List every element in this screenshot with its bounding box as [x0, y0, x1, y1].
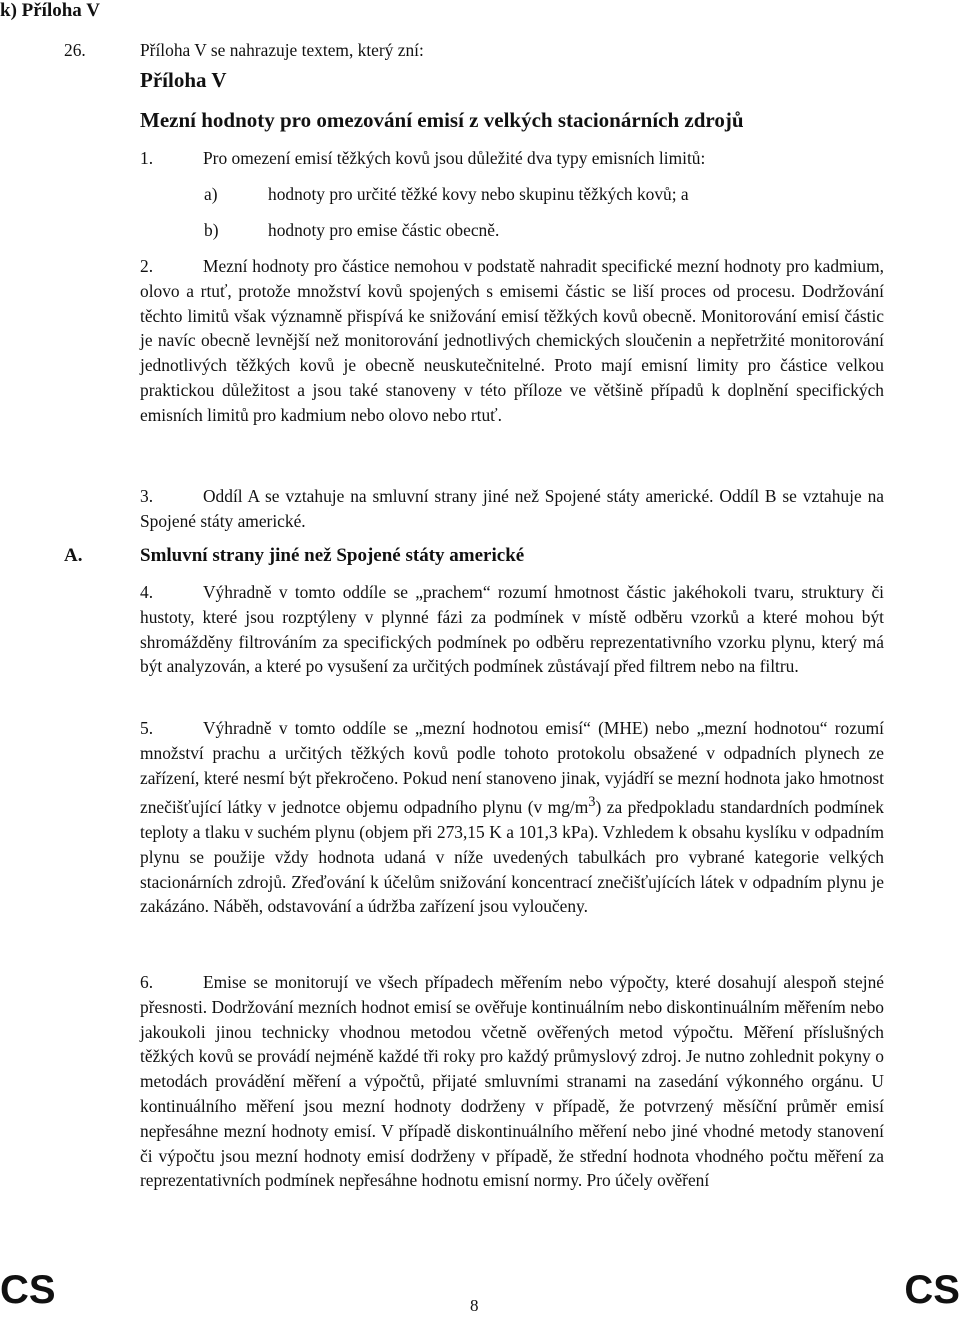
paragraph-3	[140, 484, 884, 534]
footer-language-left: CS	[0, 1268, 56, 1312]
paragraph-number: 5.	[140, 718, 154, 738]
paragraph-1	[140, 146, 890, 171]
section-letter: A.	[64, 545, 83, 566]
list-text: hodnoty pro určité těžké kovy nebo skupinu těžkých kovů; a	[268, 184, 689, 204]
page-number: 8	[470, 1296, 479, 1315]
paragraph-4	[140, 580, 884, 679]
section-title: Smluvní strany jiné než Spojené státy americké	[140, 545, 525, 566]
item-text: Příloha V se nahrazuje textem, který zní:	[140, 40, 424, 60]
paragraph-text: Pro omezení emisí těžkých kovů jsou důležité dva typy emisních limitů:	[203, 148, 706, 168]
footer-language-right: CS	[904, 1268, 960, 1312]
paragraph-text-start: Výhradně v tomto oddíle se „mezní hodnotou emisí“ (MHE) nebo „mezní hodnotou“ rozumí množství prachu a určitých těžkých kovů podle tohoto protokolu obsažené v odpadních plynech ze zařízení, které nesmí být překročeno. Pokud není stanoveno jinak, vyjádří se mezní hodnota jako hmotnost znečišťující látky v jednotce objemu odpadního plynu (v mg/m	[140, 718, 884, 818]
paragraph-text: Mezní hodnoty pro částice nemohou v podstatě nahradit specifické mezní hodnoty pro kadmium, olovo a rtuť, protože množství kovů spojených s emisemi částic se liší proces od procesu. Dodržování těchto limitů však významně přispívá ke snižování emisí těžkých kovů obecně. Monitorování emisí částic je navíc obecně levnější než monitorování jednotlivých chemických sloučenin a nepřetržité monitorování jednotlivých těžkých kovů je obecně neuskutečnitelné. Proto mají emisní limity pro částice velkou praktickou důležitost a jsou také stanoveny v této příloze ve většině případů k doplnění specifických emisních limitů pro kadmium nebo olovo nebo rtuť.	[140, 256, 884, 425]
annex-subtitle: Mezní hodnoty pro omezování emisí z velkých stacionárních zdrojů	[140, 108, 744, 132]
list-item-a	[204, 182, 904, 207]
paragraph-text-end: ) za předpokladu standardních podmínek teploty a tlaku v suchém plynu (objem při 273,15 K a 101,3 kPa). Vzhledem k obsahu kyslíku v odpadním plynu se použije vždy hodnota udaná v níže uvedených tabulkách pro vybrané kategorie velkých stacionárních zdrojů. Zřeďování k účelům snižování koncentrací znečišťujících látek v odpadním plynu je zakázáno. Náběh, odstavování a údržba zařízení jsou vyloučeny.	[140, 797, 884, 917]
paragraph-6	[140, 970, 884, 1193]
paragraph-number: 6.	[140, 972, 154, 992]
list-item-b	[204, 218, 904, 243]
paragraph-number: 2.	[140, 256, 154, 276]
list-letter: b)	[204, 220, 219, 240]
paragraph-text: Oddíl A se vztahuje na smluvní strany jiné než Spojené státy americké. Oddíl B se vztahuje na Spojené státy americké.	[140, 486, 884, 531]
paragraph-number: 1.	[140, 148, 154, 168]
superscript: 3	[588, 794, 596, 811]
list-text: hodnoty pro emise částic obecně.	[268, 220, 500, 240]
section-label: k) Příloha V	[0, 0, 100, 21]
paragraph-5	[140, 716, 884, 919]
paragraph-2	[140, 254, 884, 428]
annex-title: Příloha V	[140, 68, 227, 92]
paragraph-text: Výhradně v tomto oddíle se „prachem“ rozumí hmotnost částic jakéhokoli tvaru, struktury či hustoty, které jsou rozptýleny v plynné fázi za podmínek v místě odběru vzorků a které mohou být shromážděny filtrováním za specifických podmínek po odběru reprezentativního vzorku plynu, který má být analyzován, a které po vysušení za určitých podmínek zůstávají před filtrem nebo na filtru.	[140, 582, 884, 677]
paragraph-text: Emise se monitorují ve všech případech měřením nebo výpočty, které dosahují alespoň stejné přesnosti. Dodržování mezních hodnot emisí se ověřuje kontinuálním nebo diskontinuálním měřením nebo jakoukoli jinou technicky vhodnou metodou včetně ověřených metod výpočtu. Měření příslušných těžkých kovů se provádí nejméně každé tři roky pro každý průmyslový zdroj. Je nutno zohlednit pokyny o metodách provádění měření a výpočtů, přijaté smluvními stranami na zasedání výkonného orgánu. U kontinuálního měření jsou mezní hodnoty dodrženy v případě, že potvrzený měsíční průměr emisí nepřesáhne mezní hodnoty emisí. V případě diskontinuálního měření nebo jiné vhodné metody stanovení či výpočtu jsou mezní hodnoty emisí dodrženy v případě, že střední hodnota vhodného počtu měření za reprezentativních podmínek nepřesáhne hodnotu emisní normy. Pro účely ověření	[140, 972, 884, 1191]
item-number: 26.	[64, 40, 86, 60]
paragraph-number: 4.	[140, 582, 154, 602]
list-letter: a)	[204, 184, 218, 204]
paragraph-number: 3.	[140, 486, 154, 506]
